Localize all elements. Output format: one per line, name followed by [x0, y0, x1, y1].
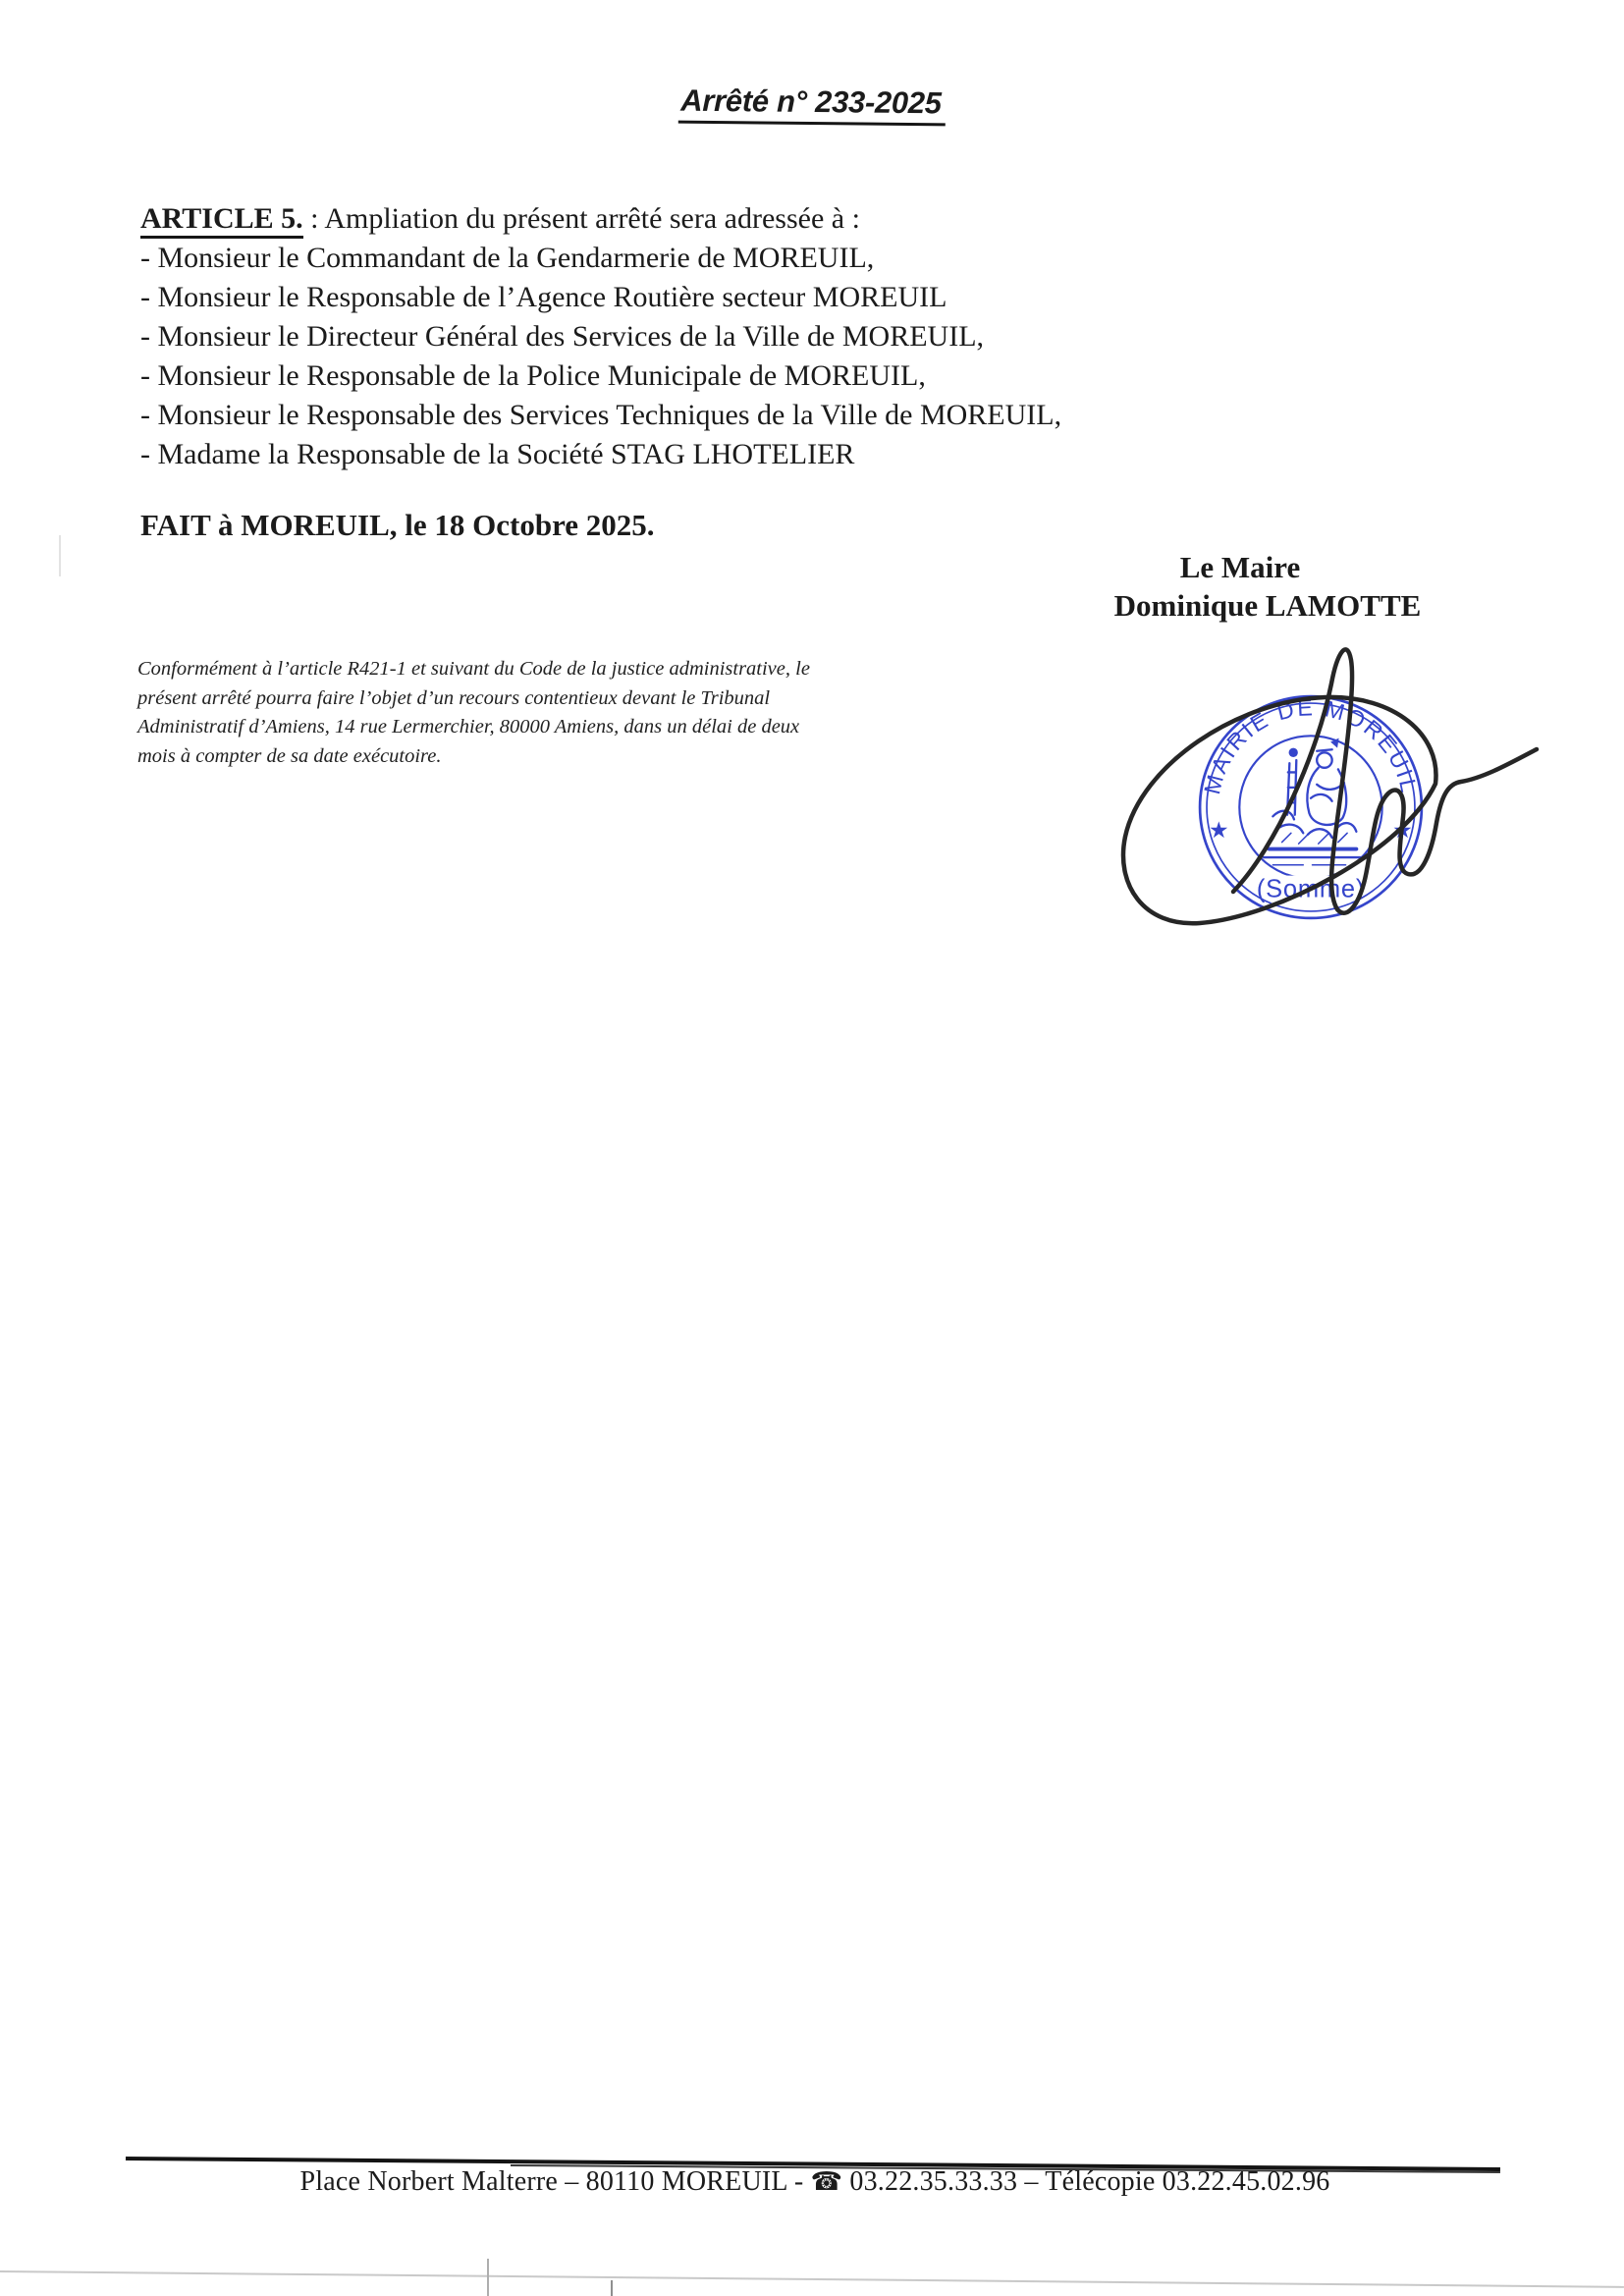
- recipient-line: - Monsieur le Directeur Général des Services de la Ville de MOREUIL,: [140, 320, 985, 353]
- mayor-signature: [1075, 604, 1596, 948]
- legal-notice-line: Conformément à l’article R421-1 et suivant du Code de la justice administrative, le: [137, 658, 810, 680]
- legal-notice-line: présent arrêté pourra faire l’objet d’un recours contentieux devant le Tribunal: [137, 686, 771, 709]
- footer-address-line: [116, 2166, 1514, 2198]
- article5-intro: : Ampliation du présent arrêté sera adressée à :: [302, 202, 860, 235]
- scan-artifact-mark: [59, 535, 61, 576]
- stamp-bottom-text: (Somme): [1256, 875, 1366, 903]
- footer-address: Place Norbert Malterre – 80110 MOREUIL -: [299, 2166, 811, 2197]
- scan-artifact-tick: [611, 2280, 613, 2296]
- recipient-line: - Monsieur le Responsable de l’Agence Routière secteur MOREUIL: [140, 281, 947, 313]
- place-date-line: FAIT à MOREUIL, le 18 Octobre 2025.: [140, 508, 655, 542]
- star-icon: ★: [1209, 816, 1229, 843]
- document-title: [0, 76, 1624, 128]
- signatory-name: Dominique LAMOTTE: [1113, 588, 1422, 623]
- star-icon: ★: [1392, 816, 1413, 843]
- scan-artifact-tick: [487, 2259, 489, 2296]
- article5-heading: ARTICLE 5.: [140, 202, 303, 239]
- signature-loop-stroke: [1123, 697, 1435, 923]
- article5-heading-line: [140, 199, 1446, 239]
- document-title-text: Arrêté n° 233-2025: [678, 83, 946, 127]
- signature-stroke: [1233, 649, 1537, 912]
- recipient-line: - Madame la Responsable de la Société STAG LHOTELIER: [140, 438, 855, 470]
- scan-artifact-line: [0, 2270, 1624, 2287]
- recipient-line: - Monsieur le Responsable de la Police Municipale de MOREUIL,: [140, 359, 926, 392]
- stamp-arc-text: MAIRIE DE MOREUIL: [1199, 694, 1423, 797]
- recipient-line: - Monsieur le Commandant de la Gendarmerie de MOREUIL,: [140, 242, 875, 274]
- footer-phone-fax: 03.22.35.33.33 – Télécopie 03.22.45.02.96: [842, 2166, 1330, 2197]
- legal-notice-line: Administratif d’Amiens, 14 rue Lermerchier, 80000 Amiens, dans un délai de deux: [137, 716, 800, 738]
- legal-notice-line: mois à compter de sa date exécutoire.: [137, 744, 442, 767]
- phone-icon: ☎: [810, 2167, 843, 2197]
- article5-block: [140, 199, 1446, 474]
- signatory-title: Le Maire: [1179, 550, 1301, 584]
- recipient-line: - Monsieur le Responsable des Services Techniques de la Ville de MOREUIL,: [140, 399, 1062, 431]
- legal-notice: [137, 655, 913, 771]
